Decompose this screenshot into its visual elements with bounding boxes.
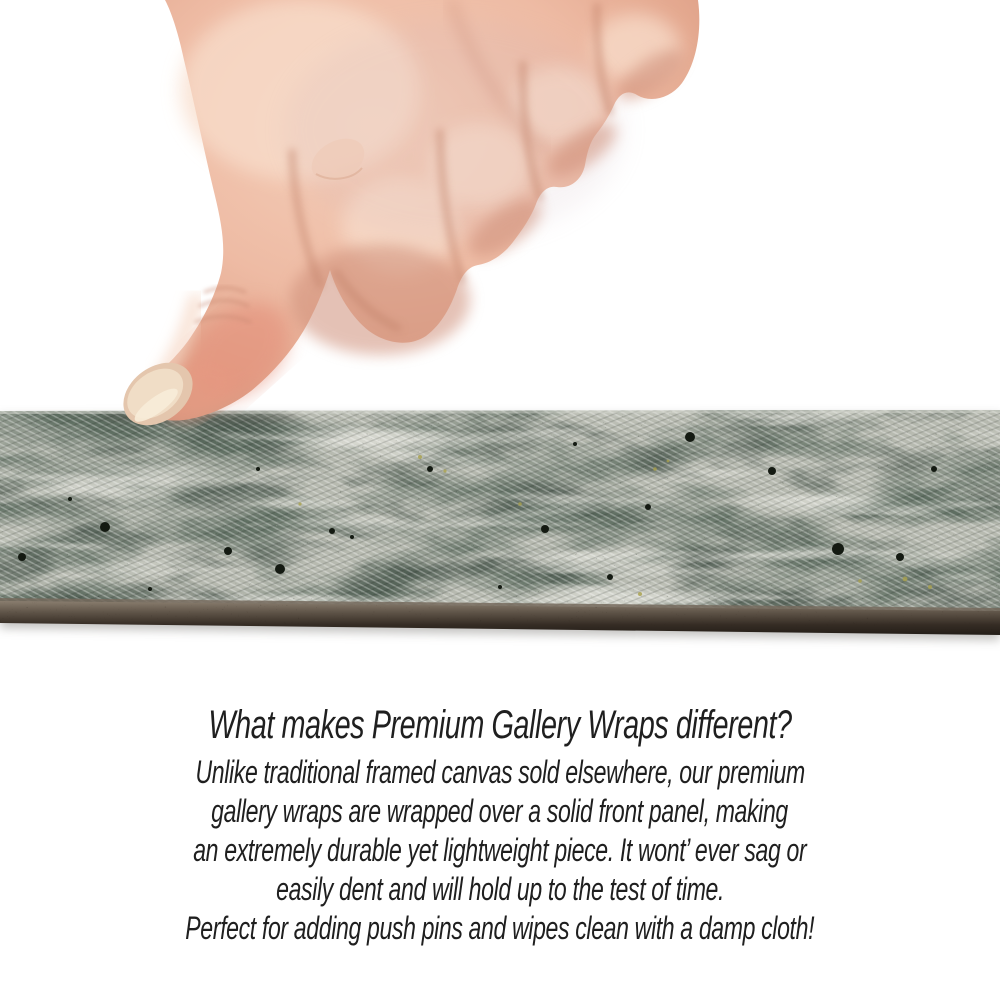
body-line (0, 870, 1000, 909)
body-line (0, 909, 1000, 948)
hand-photo (0, 0, 1000, 450)
knuckle-cool-tint (285, 20, 625, 240)
marketing-copy (0, 703, 1000, 948)
body-line-text: an extremely durable yet lightweight piece. It wont’ ever sag or (193, 832, 807, 868)
body-line-text: Unlike traditional framed canvas sold elsewhere, our premium (195, 754, 805, 790)
body-line (0, 792, 1000, 831)
headline-text: What makes Premium Gallery Wraps different? (208, 703, 792, 747)
body-line-text: gallery wraps are wrapped over a solid front panel, making (211, 793, 789, 829)
body-line-text: easily dent and will hold up to the test of time. (276, 871, 724, 907)
headline (0, 703, 1000, 747)
body-line (0, 753, 1000, 792)
body-line (0, 831, 1000, 870)
hand-illustration (0, 0, 1000, 450)
body-line-text: Perfect for adding push pins and wipes clean with a damp cloth! (185, 910, 815, 946)
